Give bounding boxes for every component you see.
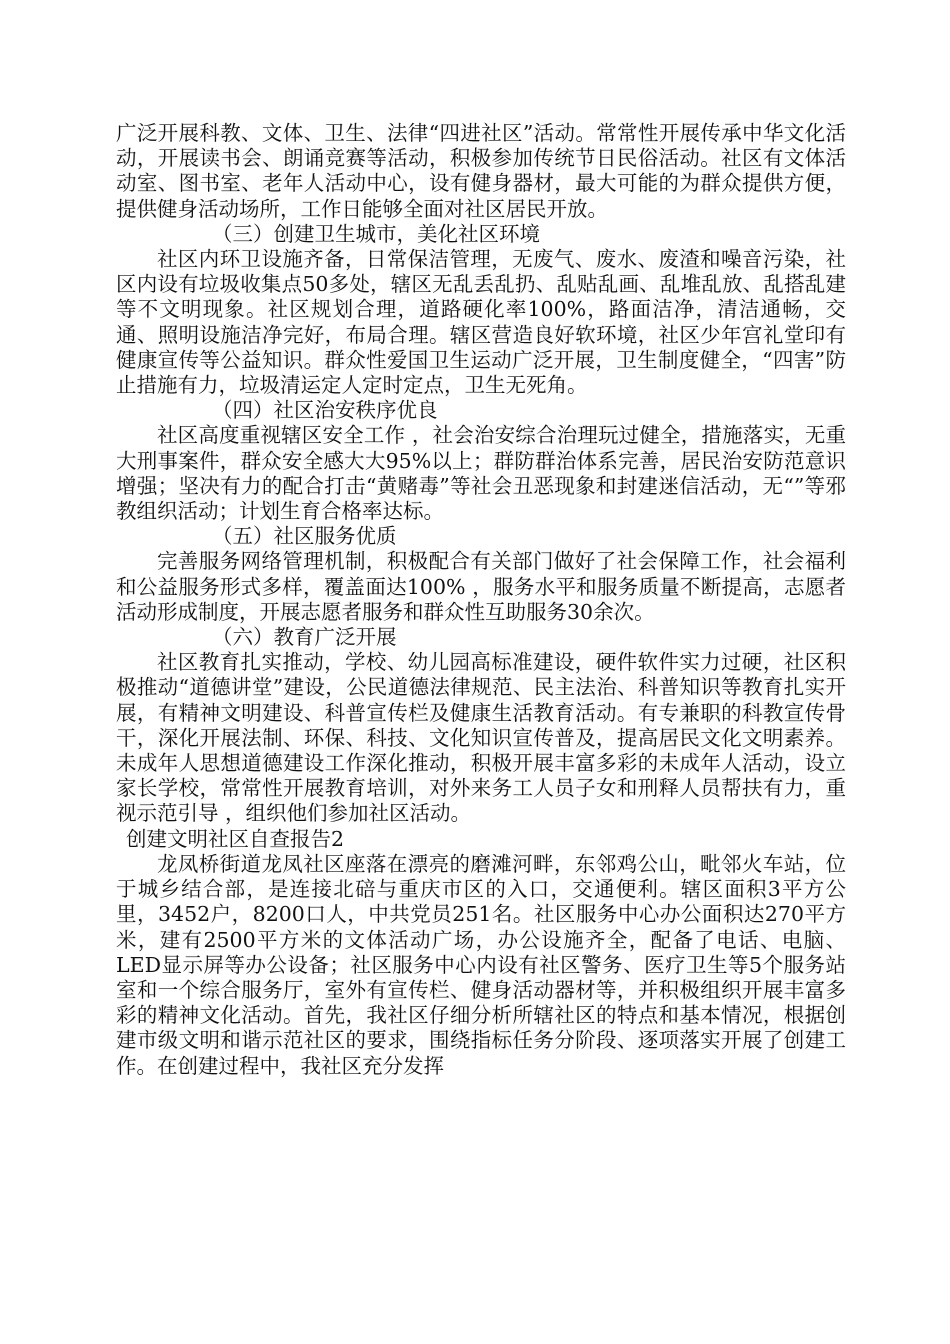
paragraph-services: 完善服务网络管理机制，积极配合有关部门做好了社会保障工作，社会福利和公益服务形式多样，覆盖面达100% ，服务水平和服务质量不断提高，志愿者活动形成制度，开展志愿者服务和群众性互助服务30余次。 <box>116 549 846 624</box>
document-body <box>116 121 846 1079</box>
paragraph-environment: 社区内环卫设施齐备，日常保洁管理，无废气、废水、废渣和噪音污染，社区内设有垃圾收集点50多处，辖区无乱丢乱扔、乱贴乱画、乱堆乱放、乱搭乱建等不文明现象。社区规划合理，道路硬化率100%，路面洁净，清洁通畅，交通、照明设施洁净完好，布局合理。辖区营造良好软环境，社区少年宫礼堂印有健康宣传等公益知识。群众性爱国卫生运动广泛开展，卫生制度健全，“四害”防止措施有力，垃圾清运定人定时定点，卫生无死角。 <box>116 247 846 398</box>
report-title-2: 创建文明社区自查报告2 <box>126 826 345 851</box>
section-heading-5: （五）社区服务优质 <box>212 524 397 549</box>
section-heading-4: （四）社区治安秩序优良 <box>212 398 438 423</box>
section-heading-6: （六）教育广泛开展 <box>212 625 397 650</box>
paragraph-education: 社区教育扎实推动，学校、幼儿园高标准建设，硬件软件实力过硬，社区积极推动“道德讲堂”建设，公民道德法律规范、民主法治、科普知识等教育扎实开展，有精神文明建设、科普宣传栏及健康生活教育活动。有专兼职的科教宣传骨干，深化开展法制、环保、科技、文化知识宣传普及，提高居民文化文明素养。未成年人思想道德建设工作深化推动，积极开展丰富多彩的未成年人活动，设立家长学校，常常性开展教育培训，对外来务工人员子女和刑释人员帮扶有力，重视示范引导 ，组织他们参加社区活动。 <box>116 650 846 826</box>
paragraph-security: 社区高度重视辖区安全工作 ，社会治安综合治理玩过健全，措施落实，无重大刑事案件，群众安全感大大95%以上；群防群治体系完善，居民治安防范意识增强；坚决有力的配合打击“黄赌毒”等社会丑恶现象和封建迷信活动，无“”等邪教组织活动；计划生育合格率达标。 <box>116 423 846 524</box>
paragraph-community-overview: 龙凤桥街道龙凤社区座落在漂亮的磨滩河畔，东邻鸡公山，毗邻火车站，位于城乡结合部，是连接北碚与重庆市区的入口，交通便利。辖区面积3平方公里，3452户，8200口人，中共党员251名。社区服务中心办公面积达270平方米，建有2500平方米的文体活动广场，办公设施齐全，配备了电话、电脑、LED显示屏等办公设备；社区服务中心内设有社区警务、医疗卫生等5个服务站室和一个综合服务厅，室外有宣传栏、健身活动器材等，并积极组织开展丰富多彩的精神文化活动。首先，我社区仔细分析所辖社区的特点和基本情况，根据创建市级文明和谐示范社区的要求，围绕指标任务分阶段、逐项落实开展了创建工作。在创建过程中，我社区充分发挥 <box>116 851 846 1078</box>
paragraph-activities: 广泛开展科教、文体、卫生、法律“四进社区”活动。常常性开展传承中华文化活动，开展读书会、朗诵竞赛等活动，积极参加传统节日民俗活动。社区有文体活动室、图书室、老年人活动中心，设有健身器材，最大可能的为群众提供方便，提供健身活动场所，工作日能够全面对社区居民开放。 <box>116 121 846 221</box>
section-heading-3: （三）创建卫生城市，美化社区环境 <box>212 221 540 246</box>
